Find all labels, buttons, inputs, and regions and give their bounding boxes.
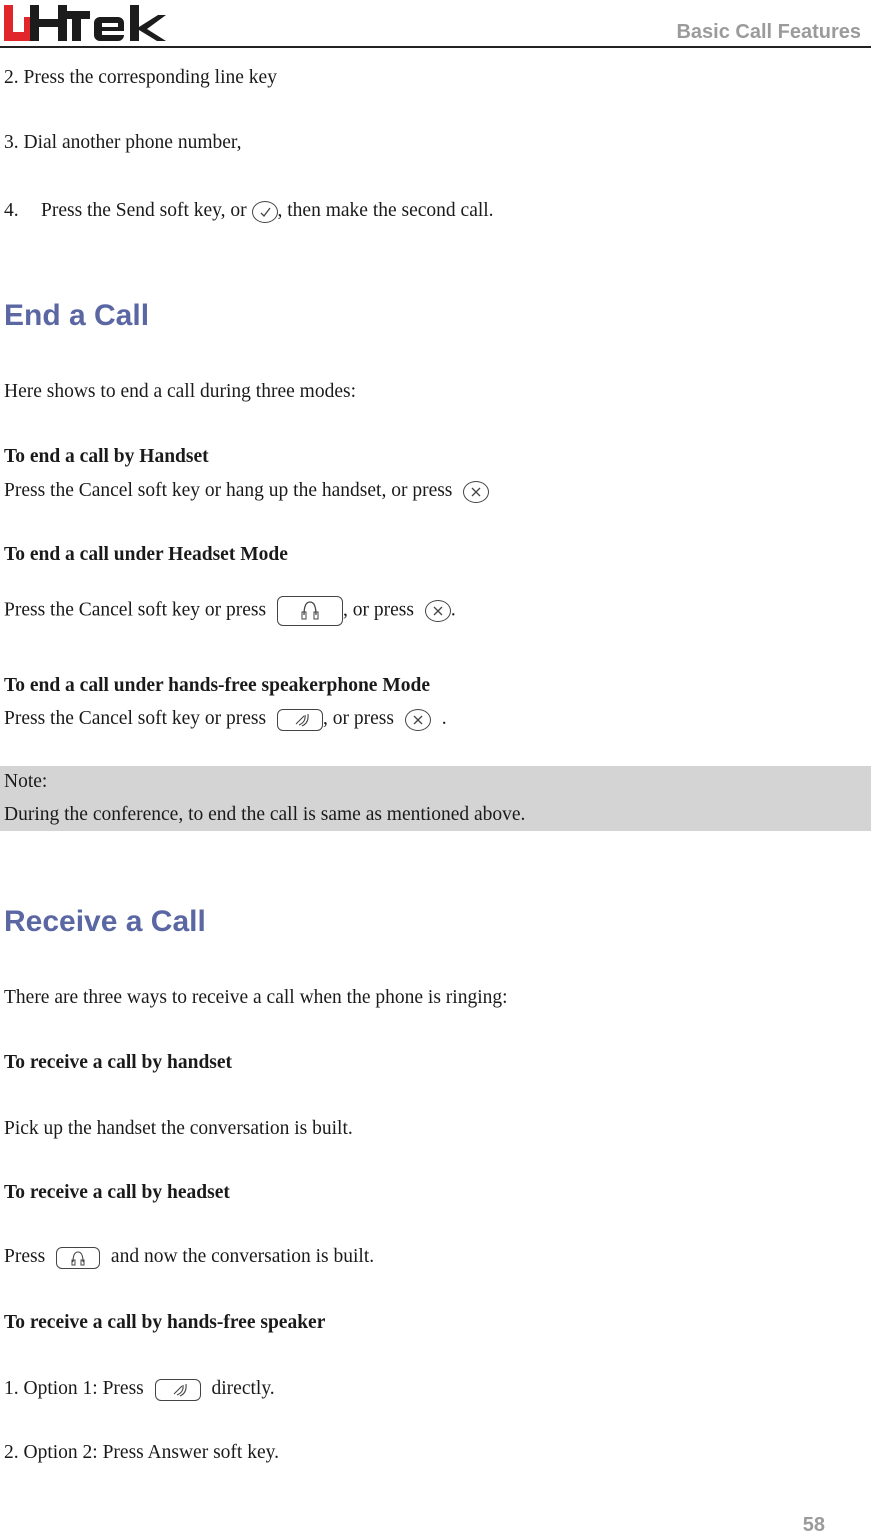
page-number: 58 (802, 1514, 825, 1536)
end-speaker-label: Press the Cancel soft key or press (4, 708, 267, 729)
option-1-post: directly. (211, 1378, 275, 1399)
end-headset-text (4, 596, 456, 626)
option-1-pre: 1. Option 1: Press (4, 1378, 144, 1399)
receive-option-2: 2. Option 2: Press Answer soft key. (4, 1442, 279, 1463)
receive-handset-text: Pick up the handset the conversation is built. (4, 1118, 353, 1139)
step-4-suffix: , then make the second call. (277, 200, 494, 221)
end-speaker-text (4, 707, 447, 731)
cancel-x-icon (463, 481, 489, 503)
cancel-x-icon (405, 709, 431, 731)
step-2: 2. Press the corresponding line key (4, 67, 277, 88)
end-speaker-mid: , or press (322, 708, 394, 729)
cancel-x-icon (425, 600, 451, 622)
note-label: Note: (4, 771, 48, 792)
speaker-icon (155, 1379, 201, 1401)
receive-headset-post: and now the conversation is built. (110, 1246, 375, 1267)
send-check-icon (252, 201, 278, 223)
receive-headset-pre: Press (4, 1246, 46, 1267)
receive-handset-title: To receive a call by handset (4, 1052, 233, 1073)
end-call-heading: End a Call (4, 299, 150, 332)
end-call-intro: Here shows to end a call during three modes: (4, 381, 356, 402)
headset-icon (277, 596, 343, 626)
end-handset-text (4, 479, 489, 503)
step-number: 4. (4, 200, 19, 221)
note-text: During the conference, to end the call is same as mentioned above. (4, 804, 526, 825)
receive-call-intro: There are three ways to receive a call when the phone is ringing: (4, 987, 508, 1008)
end-speaker-title: To end a call under hands-free speakerphone Mode (4, 675, 430, 696)
speaker-icon (277, 709, 323, 731)
page-header (0, 0, 871, 48)
receive-headset-title: To receive a call by headset (4, 1182, 230, 1203)
end-headset-title: To end a call under Headset Mode (4, 544, 288, 565)
end-headset-label: Press the Cancel soft key or press (4, 599, 267, 621)
end-handset-title: To end a call by Handset (4, 446, 209, 467)
step-4 (4, 199, 494, 223)
step-4-text: Press the Send soft key, or (41, 200, 247, 221)
end-headset-end: . (450, 599, 456, 621)
section-label: Basic Call Features (676, 21, 861, 43)
headset-icon (56, 1247, 100, 1269)
end-headset-mid: , or press (342, 599, 414, 621)
end-speaker-end: . (441, 708, 447, 729)
receive-speaker-title: To receive a call by hands-free speaker (4, 1312, 326, 1333)
receive-option-1 (4, 1377, 275, 1401)
header-rule (0, 46, 871, 48)
receive-call-heading: Receive a Call (4, 905, 206, 938)
end-handset-label: Press the Cancel soft key or hang up the handset, or press (4, 480, 453, 501)
step-3: 3. Dial another phone number, (4, 132, 242, 153)
receive-headset-text (4, 1245, 374, 1269)
htek-logo (2, 3, 192, 45)
